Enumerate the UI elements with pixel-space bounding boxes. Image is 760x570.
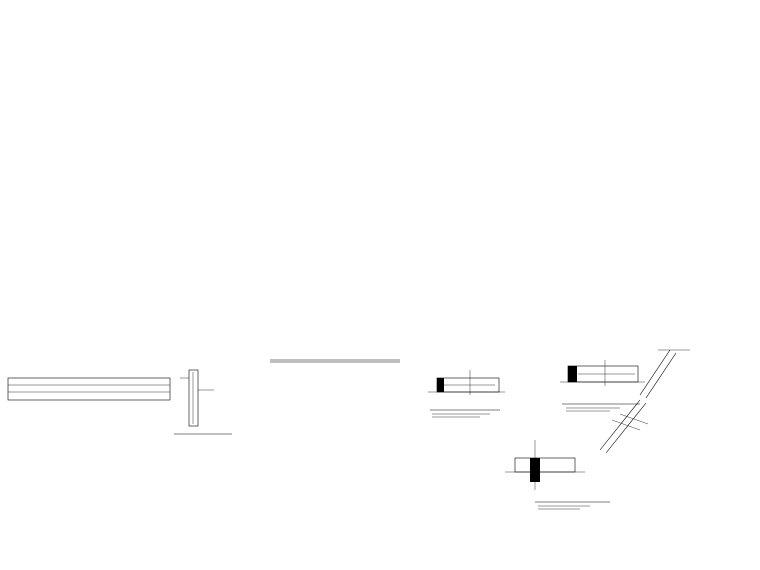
detail-3 <box>505 440 610 509</box>
wall-body-table <box>8 378 170 400</box>
detail-1 <box>428 370 505 417</box>
detail-2 <box>560 360 645 411</box>
wall-reinforcement-detail <box>174 370 232 434</box>
stair-detail-diagonal <box>600 350 690 453</box>
